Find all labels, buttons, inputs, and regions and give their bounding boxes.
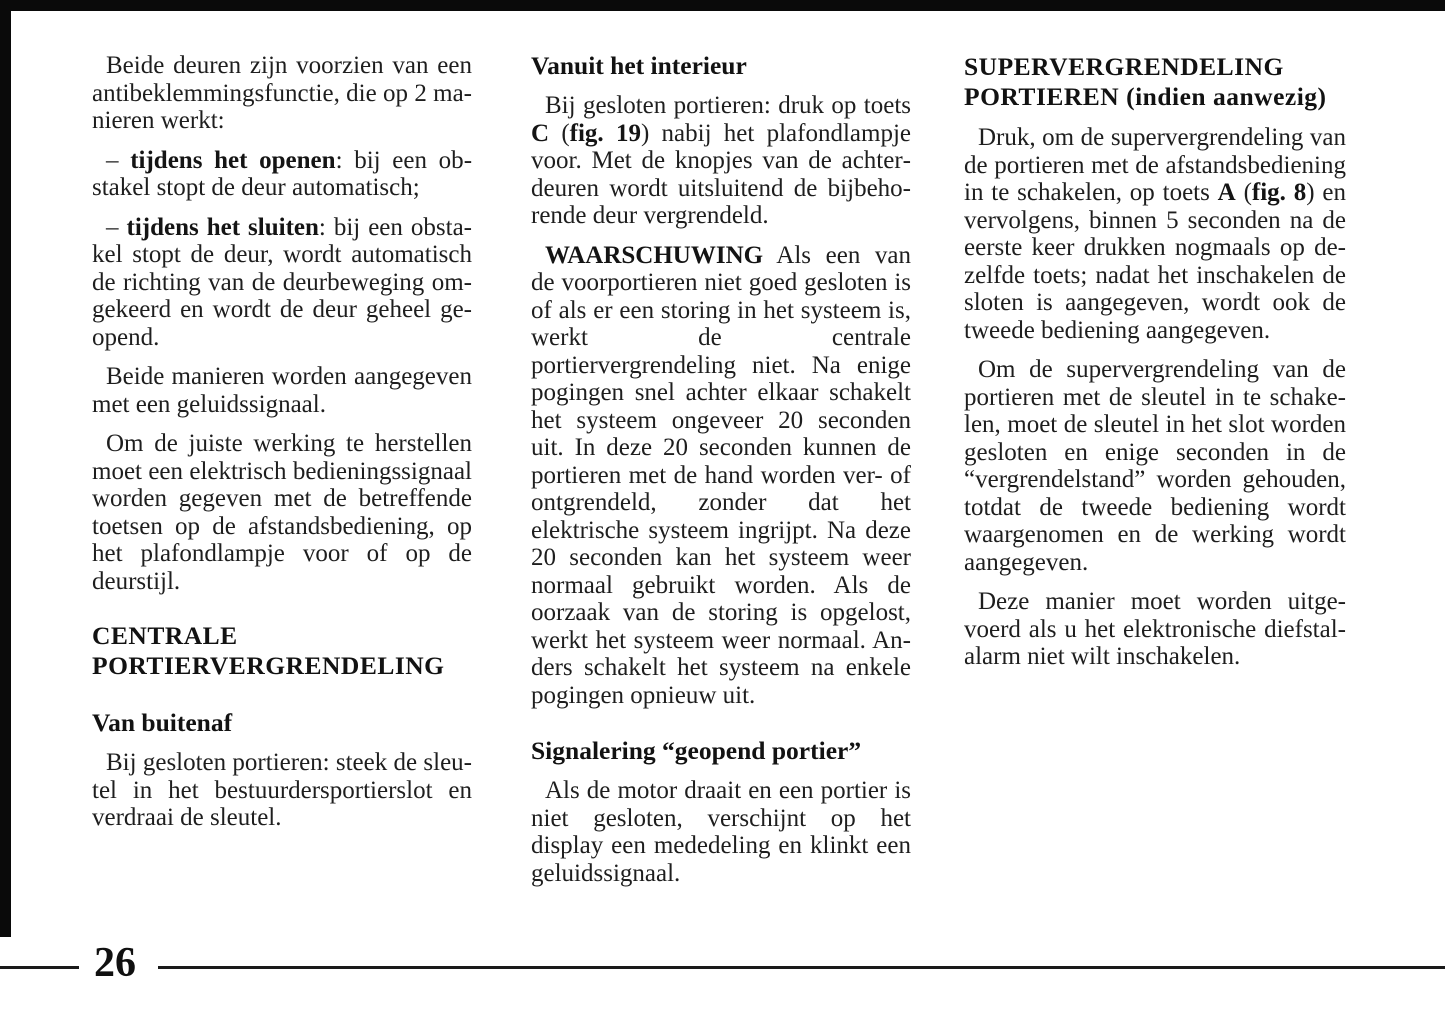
bold-text: fig. 19: [569, 119, 641, 147]
paragraph: [92, 214, 472, 352]
bold-text: fig. 8: [1251, 179, 1307, 206]
body-text: –: [106, 213, 127, 241]
footer-rule-left: [0, 966, 79, 969]
paragraph: [531, 242, 911, 710]
body-text: : bij een obstakel stopt de deur, wordt automatisch de richting van de deurbeweging omgekeerd en wordt de deur geheel geopend.: [92, 213, 472, 351]
body-text: Om de juiste werking te herstellen moet een elektrisch bedieningssignaal worden gegeven met de betreffende toetsen op de afstandsbediening, op het plafondlampje voor of op de deurstijl.: [92, 430, 472, 595]
body-text: : bij een obstakel stopt de deur automatisch;: [92, 146, 473, 201]
bold-text: WAARSCHUWING: [545, 241, 764, 269]
text-column-1: [92, 52, 472, 832]
body-text: Beide manieren worden aangegeven met een geluidssignaal.: [92, 363, 472, 418]
paragraph: [531, 92, 911, 230]
page-number: 26: [94, 940, 136, 986]
paragraph: [531, 777, 911, 887]
body-text: Als de motor draait en een portier is niet gesloten, verschijnt op het display een mededeling en klinkt een geluidssignaal.: [531, 777, 911, 887]
bold-text: tijdens het sluiten: [126, 213, 319, 241]
body-text: ) en vervolgens, binnen 5 seconden na de eerste keer drukken nogmaals op dezelfde toets; nadat het inschakelen de sloten is aangegeven, wordt ook de tweede bediening aangegeven.: [964, 179, 1347, 344]
body-text: Om de supervergrendeling van de portieren met de sleutel in te schakelen, moet de sleutel in het slot worden gesloten en enige seconden in de “vergrendelstand” worden gehouden, totdat de tweede bediening wordt waargenomen en de werking wordt aangegeven.: [964, 356, 1346, 576]
body-text: (: [1235, 179, 1252, 206]
footer-rule-right: [158, 966, 1445, 969]
body-text: Deze manier moet worden uitgevoerd als u het elektronische diefstalalarm niet wilt inschakelen.: [964, 588, 1346, 670]
body-text: ) nabij het plafondlampje voor. Met de knopjes van de achterdeuren wordt uitsluitend de bijbehorende deur vergrendeld.: [531, 119, 911, 229]
body-text: Druk, om de supervergrendeling van de portieren met de afstandsbediening in te schakelen, op toets: [964, 124, 1346, 206]
body-text: Beide deuren zijn voorzien van een antibeklemmingsfunctie, die op 2 manieren werkt:: [92, 52, 472, 134]
section-heading: CENTRALE PORTIERVERGRENDELING: [92, 621, 445, 680]
paragraph: [964, 356, 1346, 576]
bold-text: A: [1217, 179, 1236, 206]
body-text: Bij gesloten portieren: druk op toets: [545, 92, 911, 119]
text-column-2: [531, 52, 911, 887]
page-border-top: [0, 0, 1445, 11]
subsection-heading: Vanuit het interieur: [531, 51, 747, 80]
body-text: –: [106, 146, 131, 174]
paragraph: [964, 124, 1346, 344]
body-text: Bij gesloten portieren: steek de sleutel in het bestuurdersportierslot en verdraai de sleutel.: [92, 749, 472, 831]
paragraph: [92, 147, 472, 202]
body-text: Als een van de voorportieren niet goed gesloten is of als er een storing in het systeem is, werkt de centrale portiervergrendeling niet. Na enige pogingen snel achter elkaar schakelt het systeem ongeveer 20 seconden uit. In deze 20 seconden kunnen de portieren met de hand worden ver- of ontgrendeld, zonder dat het elektrische systeem ingrijpt. Na deze 20 seconden kan het systeem weer normaal gebruikt worden. Als de oorzaak van de storing is opgelost, werkt het systeem weer normaal. Anders schakelt het systeem na enkele pogingen opnieuw uit.: [531, 241, 911, 709]
bold-text: C: [531, 119, 550, 147]
text-column-3: [964, 52, 1346, 671]
paragraph: [92, 52, 472, 135]
paragraph: [92, 430, 472, 595]
subsection-heading: Van buitenaf: [92, 708, 233, 737]
subsection-heading: Signalering “geopend portier”: [531, 736, 862, 765]
paragraph: [92, 363, 472, 418]
bold-text: tijdens het openen: [130, 146, 336, 174]
page-border-left: [0, 0, 11, 937]
section-heading: SUPERVERGRENDELING PORTIEREN (indien aanwezig): [964, 52, 1327, 111]
paragraph: [964, 588, 1346, 671]
paragraph: [92, 749, 472, 832]
body-text: (: [549, 119, 570, 147]
